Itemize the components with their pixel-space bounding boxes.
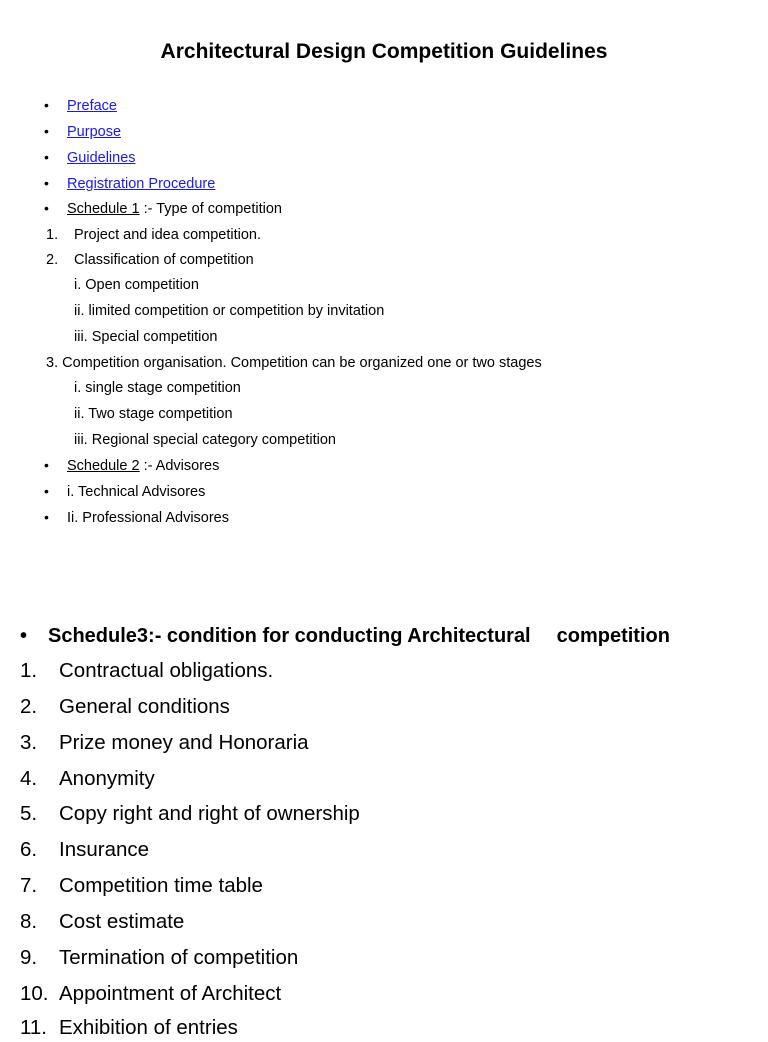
link-preface[interactable]: Preface [67, 98, 117, 114]
list-item [20, 657, 273, 685]
list-item-text: Competition time table [59, 874, 263, 897]
slide-2 [0, 560, 768, 1039]
list-item [20, 765, 155, 793]
item-1-text: Project and idea competition. [74, 227, 261, 243]
item-1-number: 1. [46, 227, 59, 243]
list-item-number: 3. [20, 731, 38, 754]
item-2-number: 2. [46, 252, 59, 268]
item-2-sub-3: iii. Special competition [74, 329, 218, 345]
item-3-sub-1: i. single stage competition [74, 380, 241, 396]
list-item [20, 800, 360, 828]
schedule-1-text: :- Type of competition [139, 201, 282, 217]
list-item-number: 6. [20, 838, 38, 861]
list-item-text: Appointment of Architect [59, 982, 282, 1005]
schedule-3-heading-text: Schedule3:- condition for conducting Architectural [48, 625, 531, 647]
item-2-text: Classification of competition [74, 252, 254, 268]
list-item [20, 872, 263, 900]
schedule-2-text: :- Advisores [139, 458, 220, 474]
bullet-dot: • [44, 457, 49, 473]
list-item-text: Copy right and right of ownership [59, 802, 360, 825]
bullet-dot: • [44, 483, 49, 499]
page-title: Architectural Design Competition Guidelines [160, 40, 608, 63]
bullet-dot: • [44, 175, 49, 191]
list-item-number: 4. [20, 767, 38, 790]
link-purpose[interactable]: Purpose [67, 124, 122, 140]
item-3-sub-3: iii. Regional special category competition [74, 432, 336, 448]
list-item-number: 7. [20, 874, 38, 897]
bullet-dot: • [44, 149, 49, 165]
heading-bullet: • [20, 625, 28, 647]
technical-advisores: i. Technical Advisores [67, 484, 206, 500]
bullet-dot: • [44, 97, 49, 113]
list-item [20, 908, 184, 936]
list-item [20, 729, 309, 757]
professional-advisores: Ii. Professional Advisores [67, 510, 229, 526]
schedule-2-label: Schedule 2 [67, 458, 140, 474]
list-item-number: 2. [20, 695, 38, 718]
bullet-dot: • [44, 200, 49, 216]
list-item-number: 8. [20, 910, 38, 933]
list-item-number: 10. [20, 982, 49, 1005]
list-item-text: Prize money and Honoraria [59, 731, 309, 754]
list-item [20, 980, 281, 1008]
list-item-number: 5. [20, 802, 38, 825]
list-item-number: 1. [20, 659, 38, 682]
link-guidelines[interactable]: Guidelines [67, 150, 136, 166]
list-item [20, 1014, 238, 1042]
list-item-text: Contractual obligations. [59, 659, 274, 682]
link-registration-procedure[interactable]: Registration Procedure [67, 176, 216, 192]
schedule-1-label: Schedule 1 [67, 201, 140, 217]
list-item [20, 944, 298, 972]
list-item-number: 11. [20, 1016, 47, 1039]
bullet-dot: • [44, 509, 49, 525]
list-item [20, 693, 230, 721]
item-3-sub-2: ii. Two stage competition [74, 406, 233, 422]
item-2-sub-2: ii. limited competition or competition by invitation [74, 303, 385, 319]
item-2-sub-1: i. Open competition [74, 277, 199, 293]
schedule-3-heading-end: competition [556, 625, 670, 647]
list-item-text: Cost estimate [59, 910, 185, 933]
bullet-dot: • [44, 123, 49, 139]
list-item-number: 9. [20, 946, 38, 969]
item-3-text: 3. Competition organisation. Competition can be organized one or two stages [46, 355, 542, 371]
list-item-text: Anonymity [59, 767, 155, 790]
schedule-1-line [67, 199, 282, 219]
list-item [20, 836, 149, 864]
list-item-text: Termination of competition [59, 946, 299, 969]
list-item-text: Insurance [59, 838, 150, 861]
list-item-text: General conditions [59, 695, 230, 718]
schedule-2-line [67, 456, 219, 476]
list-item-text: Exhibition of entries [59, 1016, 238, 1039]
schedule-3-heading [20, 622, 670, 650]
